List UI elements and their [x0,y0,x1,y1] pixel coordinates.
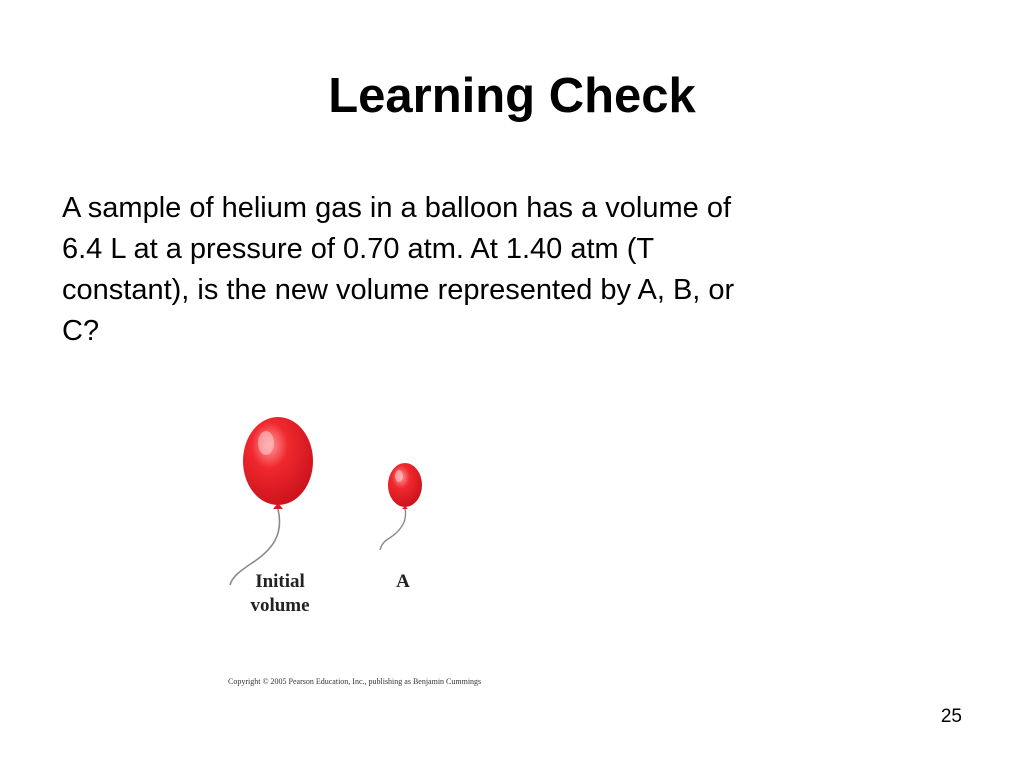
balloon-a [380,463,422,550]
balloon-a-label: A [396,571,410,592]
page-number: 25 [940,706,962,727]
copyright-notice: Copyright © 2005 Pearson Education, Inc., publishing as Benjamin Cummings [228,677,482,686]
initial-balloon [230,417,313,585]
initial-volume-label: Initial volume [250,571,310,616]
balloon-figure [220,405,600,695]
question-text: A sample of helium gas in a balloon has a volume of 6.4 L at a pressure of 0.70 atm. At 1.40 atm (T constant), is the new volume represented by A, B, or C? [62,192,735,347]
slide-title: Learning Check [328,69,696,123]
balloon-illustration [220,405,600,695]
